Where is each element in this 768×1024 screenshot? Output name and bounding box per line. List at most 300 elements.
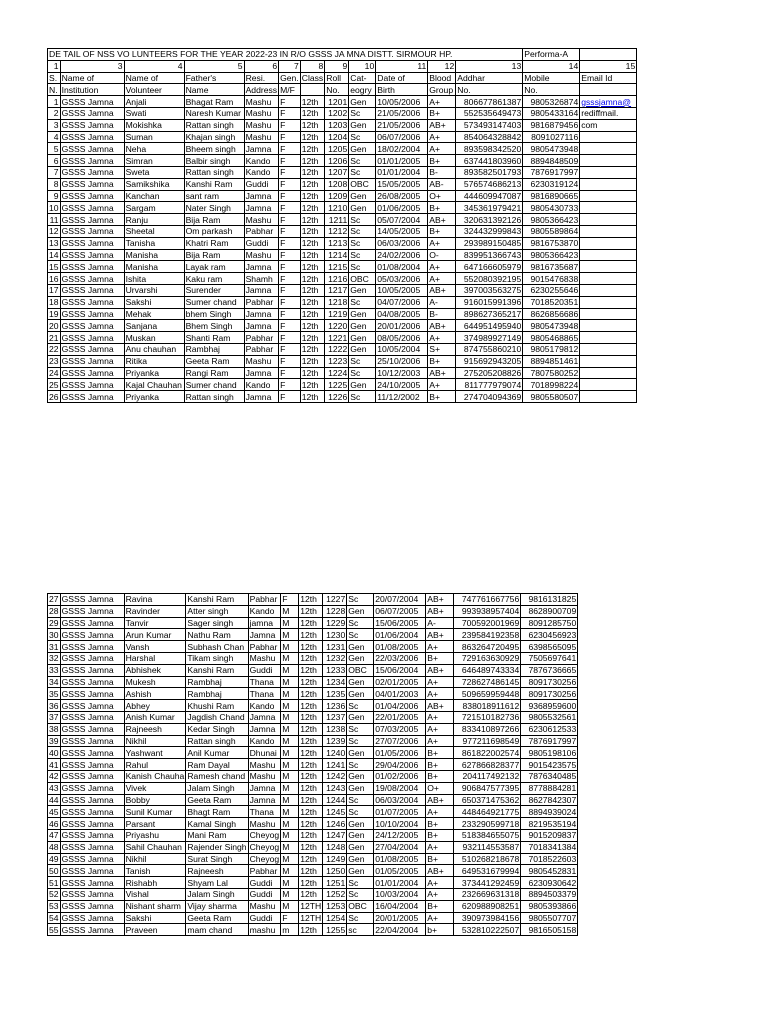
header-cell: Group [428, 84, 456, 96]
email-cell [580, 143, 637, 155]
table-cell: Om parkash [184, 225, 244, 237]
table-cell: 12th [299, 818, 323, 830]
table-cell: 12TH [300, 912, 322, 923]
table-cell: 1215 [325, 261, 349, 273]
table-cell: Sakshi [124, 296, 184, 308]
table-cell: 12th [299, 723, 323, 735]
table-cell: Cheyog [249, 842, 280, 853]
table-cell: 29/04/2006 [374, 759, 426, 771]
table-cell: 1213 [325, 237, 349, 249]
table-cell: 861822002574 [454, 747, 521, 759]
table-row [48, 888, 578, 900]
table-cell: 40 [49, 747, 59, 758]
table-cell: 7876917997 [521, 735, 578, 747]
table-cell: 1222 [325, 343, 349, 355]
table-cell: 24/12/2005 [374, 829, 426, 841]
table-cell: Mani Ram [186, 829, 248, 841]
table-cell: Rambhaj [186, 688, 248, 700]
table-cell: Gen [349, 332, 376, 344]
table-cell: 12th [299, 865, 323, 877]
table-cell: m [281, 924, 299, 936]
table-cell: mashu [248, 924, 281, 936]
table-cell: Rajneesh [186, 865, 248, 877]
table-cell: 45 [49, 806, 59, 817]
table-cell: 21/05/2006 [376, 107, 428, 119]
table-cell: Subhash Chan [186, 641, 248, 653]
table-cell: 1 [48, 96, 61, 108]
column-number-cell: 9 [325, 60, 349, 72]
table-cell: 06/07/2006 [376, 131, 428, 143]
table-row [48, 107, 637, 119]
table-cell: 01/02/2006 [374, 770, 426, 782]
table-cell: Gen [349, 308, 376, 320]
table-cell: A+ [428, 131, 456, 143]
table-cell: 324432999843 [456, 225, 523, 237]
table-cell: 12th [300, 155, 325, 167]
table-cell: Sc [347, 912, 374, 924]
table-cell: 1229 [323, 617, 347, 629]
table-cell: 24/10/2005 [376, 379, 428, 391]
table-cell: GSSS Jamna [60, 853, 124, 865]
table-cell: 9816735687 [523, 261, 580, 273]
email-cell [580, 296, 637, 308]
table-cell: Sakshi [124, 912, 186, 924]
column-number-cell: 4 [124, 60, 184, 72]
table-cell: 390973984156 [454, 912, 521, 924]
table-cell: Parsant [124, 818, 186, 830]
table-cell: 12th [300, 143, 325, 155]
table-cell: Jamna [244, 391, 279, 403]
table-cell: GSSS Jamna [60, 747, 124, 759]
table-cell: 7505697641 [521, 652, 578, 664]
table-cell: O+ [428, 190, 456, 202]
table-cell: Rambhaj [186, 676, 248, 688]
table-cell: 31 [49, 641, 59, 652]
table-cell: 12th [299, 782, 323, 794]
table-cell: M [281, 735, 299, 747]
table-cell: F [279, 143, 301, 155]
table-cell: A+ [428, 143, 456, 155]
table-cell: Gen [347, 770, 374, 782]
table-cell: A+ [426, 711, 454, 723]
table-row [48, 308, 637, 320]
table-cell: M [281, 664, 299, 676]
table-cell: 12th [300, 308, 325, 320]
email-cell [580, 308, 637, 320]
table-cell: Khajan singh [184, 131, 244, 143]
column-number-cell: 1 [48, 60, 61, 72]
table-cell: Abhey [124, 700, 186, 712]
header-cell: Name of [124, 72, 184, 84]
table-cell: 1236 [323, 700, 347, 712]
table-cell: F [279, 320, 301, 332]
table-cell: 12th [300, 225, 325, 237]
table-cell: 649531679994 [454, 865, 521, 877]
table-cell: 700592001969 [454, 617, 521, 629]
table-cell: 25/10/2006 [376, 355, 428, 367]
table-cell: 9015476838 [523, 273, 580, 285]
table-cell: Jamna [248, 711, 281, 723]
table-cell: 9805532561 [521, 711, 578, 723]
table-cell: 7018998224 [523, 379, 580, 391]
table-cell: 12th [300, 367, 325, 379]
table-cell: Rattan singh [184, 119, 244, 131]
table-row [48, 367, 637, 379]
table-cell: 977211698549 [454, 735, 521, 747]
table-cell: 12th [300, 379, 325, 391]
table-cell: Gen [347, 841, 374, 853]
table-row [48, 924, 578, 936]
table-cell: 1255 [323, 924, 347, 936]
table-cell: 274704094369 [456, 391, 523, 403]
table-cell: 12th [299, 664, 323, 676]
table-cell: 04/07/2006 [376, 296, 428, 308]
table-cell: Geeta Ram [186, 912, 248, 924]
column-number-cell: 14 [523, 60, 580, 72]
table-cell: GSSS Jamna [60, 912, 124, 924]
table-cell: AB+ [426, 594, 454, 606]
table-cell: Ishita [124, 273, 184, 285]
table-cell: B+ [426, 829, 454, 841]
table-cell: 14 [49, 249, 59, 260]
table-cell: Kanshi Ram [184, 178, 244, 190]
table-cell: 448464921775 [454, 806, 521, 818]
table-cell: 54 [49, 912, 59, 923]
table-cell: 863264720495 [454, 641, 521, 653]
table-cell: Jamna [248, 723, 281, 735]
table-cell: A+ [426, 912, 454, 924]
table-cell: Surender [184, 284, 244, 296]
table-cell: 8091285750 [521, 617, 578, 629]
volunteer-table-part1 [47, 48, 637, 403]
table-cell: 01/06/2005 [376, 202, 428, 214]
table-cell: 320631392126 [456, 214, 523, 226]
table-cell: 39 [49, 735, 59, 746]
table-cell: Ravina [124, 594, 186, 606]
table-cell: GSSS Jamna [60, 237, 124, 249]
table-cell: Anjali [124, 96, 184, 108]
table-cell: GSSS Jamna [60, 166, 124, 178]
table-cell: B+ [426, 770, 454, 782]
table-cell: 8627842307 [521, 794, 578, 806]
table-cell: 04/01/2003 [374, 688, 426, 700]
table-cell: 12th [300, 166, 325, 178]
table-cell: 13 [49, 238, 59, 249]
table-cell: 01/01/2004 [374, 877, 426, 889]
table-cell: GSSS Jamna [60, 629, 124, 641]
table-cell: 20/07/2004 [374, 594, 426, 606]
table-cell: 9 [48, 190, 61, 202]
table-cell: Sc [347, 723, 374, 735]
table-cell: M [281, 700, 299, 712]
table-cell: 12th [300, 131, 325, 143]
table-cell: 12th [299, 877, 323, 889]
table-cell: Gen [349, 284, 376, 296]
table-cell: 12th [299, 688, 323, 700]
table-cell: Sc [347, 877, 374, 889]
email-cell [580, 237, 637, 249]
table-cell: 1232 [323, 652, 347, 664]
table-cell: 893582501793 [456, 166, 523, 178]
table-row [48, 617, 578, 629]
table-cell: 24 [49, 367, 59, 378]
table-cell: GSSS Jamna [60, 273, 124, 285]
table-cell: 12th [299, 841, 323, 853]
table-cell: Tanisha [124, 237, 184, 249]
table-cell: GSSS Jamna [60, 900, 124, 912]
table-cell: 838018911612 [454, 700, 521, 712]
header-cell: Roll [325, 72, 349, 84]
table-cell: Gen [349, 320, 376, 332]
header-cell: Cat- [349, 72, 376, 84]
table-cell: AB+ [428, 320, 456, 332]
table-cell: 19/08/2004 [374, 782, 426, 794]
table-cell: Ritika [124, 355, 184, 367]
table-cell: F [281, 594, 299, 606]
sheet-title: DE TAIL OF NSS VO LUNTEERS FOR THE YEAR 2022-23 IN R/O GSSS JA MNA DISTT. SIRMOUR HP. [48, 49, 523, 61]
table-cell: 9805198106 [521, 747, 578, 759]
table-cell: 1230 [323, 629, 347, 641]
table-cell: 7018341384 [521, 841, 578, 853]
table-cell: 05/03/2006 [376, 273, 428, 285]
table-cell: F [279, 261, 301, 273]
table-cell: M [281, 865, 299, 877]
table-cell: 1225 [325, 379, 349, 391]
table-cell: GSSS Jamna [60, 119, 124, 131]
table-cell: 01/06/2004 [374, 629, 426, 641]
table-cell: Gen [349, 379, 376, 391]
table-cell: 293989150485 [456, 237, 523, 249]
table-cell: Mokishka [124, 119, 184, 131]
table-cell: Gen [349, 190, 376, 202]
table-cell: F [279, 237, 301, 249]
table-cell: 9805179812 [523, 343, 580, 355]
table-cell: Mashu [248, 818, 281, 830]
table-cell: Sumer chand [184, 296, 244, 308]
table-cell: Gen [347, 829, 374, 841]
table-cell: F [279, 119, 301, 131]
table-cell: 1238 [323, 723, 347, 735]
table-row [48, 131, 637, 143]
table-cell: mam chand [186, 924, 248, 936]
email-cell [580, 131, 637, 143]
table-cell: 915692943205 [456, 355, 523, 367]
table-cell: OBC [347, 900, 374, 912]
table-cell: GSSS Jamna [60, 818, 124, 830]
table-cell: 1208 [325, 178, 349, 190]
header-cell: S. [48, 72, 61, 84]
table-cell: 7018520351 [523, 296, 580, 308]
table-cell: Gen [347, 782, 374, 794]
table-cell: 1216 [325, 273, 349, 285]
table-cell: 12th [299, 735, 323, 747]
table-cell: Samikshika [124, 178, 184, 190]
table-cell: F [279, 202, 301, 214]
table-cell: B+ [428, 107, 456, 119]
table-cell: 8 [48, 178, 61, 190]
table-cell: 8626856686 [523, 308, 580, 320]
table-cell: 12th [299, 747, 323, 759]
table-cell: 04/08/2005 [376, 308, 428, 320]
table-cell: Swati [124, 107, 184, 119]
table-cell: Ranju [124, 214, 184, 226]
table-cell: 18 [49, 297, 59, 308]
table-cell: 9805589864 [523, 225, 580, 237]
table-row [48, 782, 578, 794]
table-cell: 15/06/2004 [374, 664, 426, 676]
table-cell: 10/03/2004 [374, 888, 426, 900]
table-cell: 42 [49, 771, 59, 782]
table-row [48, 391, 637, 403]
email-cell [580, 155, 637, 167]
table-cell: M [281, 641, 299, 653]
table-cell: 01/05/2005 [374, 865, 426, 877]
table-cell: 854064328842 [456, 131, 523, 143]
table-cell: Jamna [244, 308, 279, 320]
table-cell: 11 [48, 214, 61, 226]
table-cell: 12th [299, 617, 323, 629]
table-cell: 1226 [325, 391, 349, 403]
table-cell: 1247 [323, 829, 347, 841]
table-cell: Kanshi Ram [186, 594, 248, 606]
table-cell: A+ [428, 237, 456, 249]
table-cell: Kanchan [124, 190, 184, 202]
table-cell: 373441292459 [454, 877, 521, 889]
table-cell: Gen [347, 865, 374, 877]
table-cell: Surat Singh [186, 853, 248, 865]
table-cell: Neha [124, 143, 184, 155]
table-cell: A+ [426, 735, 454, 747]
table-cell: Sager singh [186, 617, 248, 629]
table-cell: 9816753870 [523, 237, 580, 249]
table-cell: Guddi [244, 178, 279, 190]
table-cell: GSSS Jamna [60, 249, 124, 261]
table-cell: F [279, 355, 301, 367]
table-cell: Bobby [124, 794, 186, 806]
table-cell: Naresh Kumar [184, 107, 244, 119]
table-cell: 10/05/2006 [376, 96, 428, 108]
table-cell: F [279, 308, 301, 320]
table-cell: 8219535194 [521, 818, 578, 830]
table-cell: F [279, 273, 301, 285]
table-cell: Gen [347, 711, 374, 723]
table-cell: Ram Dayal [186, 759, 248, 771]
table-cell: B+ [426, 900, 454, 912]
table-cell: GSSS Jamna [60, 131, 124, 143]
table-cell: Gen [347, 652, 374, 664]
table-cell: 728627486145 [454, 676, 521, 688]
table-cell: 50 [49, 865, 59, 876]
table-cell: Pabhar [244, 332, 279, 344]
table-cell: Mashu [244, 249, 279, 261]
email-cell [580, 391, 637, 403]
table-cell: 1249 [323, 853, 347, 865]
table-cell: Kanshi Ram [186, 664, 248, 676]
table-cell: 10 [49, 202, 59, 213]
table-cell: Kando [244, 166, 279, 178]
table-cell: 9805430733 [523, 202, 580, 214]
table-cell: Nikhil [124, 735, 186, 747]
table-cell: Guddi [248, 912, 281, 924]
table-cell: Gen [349, 143, 376, 155]
table-cell: 12th [300, 96, 325, 108]
table-cell: 1204 [325, 131, 349, 143]
table-cell: 637441803960 [456, 155, 523, 167]
table-cell: Sc [349, 237, 376, 249]
table-cell: 1252 [323, 888, 347, 900]
table-cell: 8091027116 [523, 131, 580, 143]
table-cell: M [281, 688, 299, 700]
table-cell: 7876340485 [521, 770, 578, 782]
table-cell: 1231 [323, 641, 347, 653]
table-cell: Jamna [244, 190, 279, 202]
table-row [48, 143, 637, 155]
table-cell: A+ [428, 273, 456, 285]
table-cell: sc [347, 924, 374, 936]
table-cell: Pabhar [244, 343, 279, 355]
table-cell: Guddi [248, 877, 281, 889]
email-cell [580, 166, 637, 178]
table-cell: 9816890665 [523, 190, 580, 202]
table-cell: 552535649473 [456, 107, 523, 119]
table-row [48, 853, 578, 865]
table-cell: Mashu [244, 355, 279, 367]
table-cell: 12th [300, 261, 325, 273]
table-cell: M [281, 888, 299, 900]
table-cell: Arun Kumar [124, 629, 186, 641]
table-cell: Yashwant [124, 747, 186, 759]
table-cell: Sc [349, 107, 376, 119]
table-cell: B+ [428, 202, 456, 214]
table-cell: 22/03/2006 [374, 652, 426, 664]
table-cell: 646489743334 [454, 664, 521, 676]
table-cell: 9805507707 [521, 912, 578, 924]
table-cell: AB+ [426, 700, 454, 712]
table-cell: 239584192358 [454, 629, 521, 641]
table-cell: B+ [428, 355, 456, 367]
table-cell: 12th [299, 770, 323, 782]
table-cell: Manisha [124, 261, 184, 273]
table-cell: Vivek [124, 782, 186, 794]
table-cell: Kando [244, 379, 279, 391]
table-cell: 397003563275 [456, 284, 523, 296]
table-cell: Tanish [124, 865, 186, 877]
table-cell: 8628900709 [521, 605, 578, 617]
table-cell: Bija Ram [184, 249, 244, 261]
table-cell: 05/07/2004 [376, 214, 428, 226]
table-cell: Sc [347, 794, 374, 806]
table-cell: 9816879456 [523, 119, 580, 131]
header-cell: Institution [60, 84, 124, 96]
table-cell: 12th [299, 641, 323, 653]
table-cell: 1207 [325, 166, 349, 178]
table-cell: Thana [248, 676, 281, 688]
table-cell: 1220 [325, 320, 349, 332]
table-cell: 721510182736 [454, 711, 521, 723]
table-cell: Tikam singh [186, 652, 248, 664]
table-cell: 1217 [325, 284, 349, 296]
table-cell: A+ [426, 723, 454, 735]
table-cell: Ashish [124, 688, 186, 700]
table-cell: Rambhaj [184, 343, 244, 355]
table-row [48, 273, 637, 285]
table-cell: Rahul [124, 759, 186, 771]
table-cell: 232669631318 [454, 888, 521, 900]
table-cell: Kando [248, 605, 281, 617]
table-cell: 24/02/2006 [376, 249, 428, 261]
table-cell: Jalam Singh [186, 782, 248, 794]
table-cell: 1234 [323, 676, 347, 688]
